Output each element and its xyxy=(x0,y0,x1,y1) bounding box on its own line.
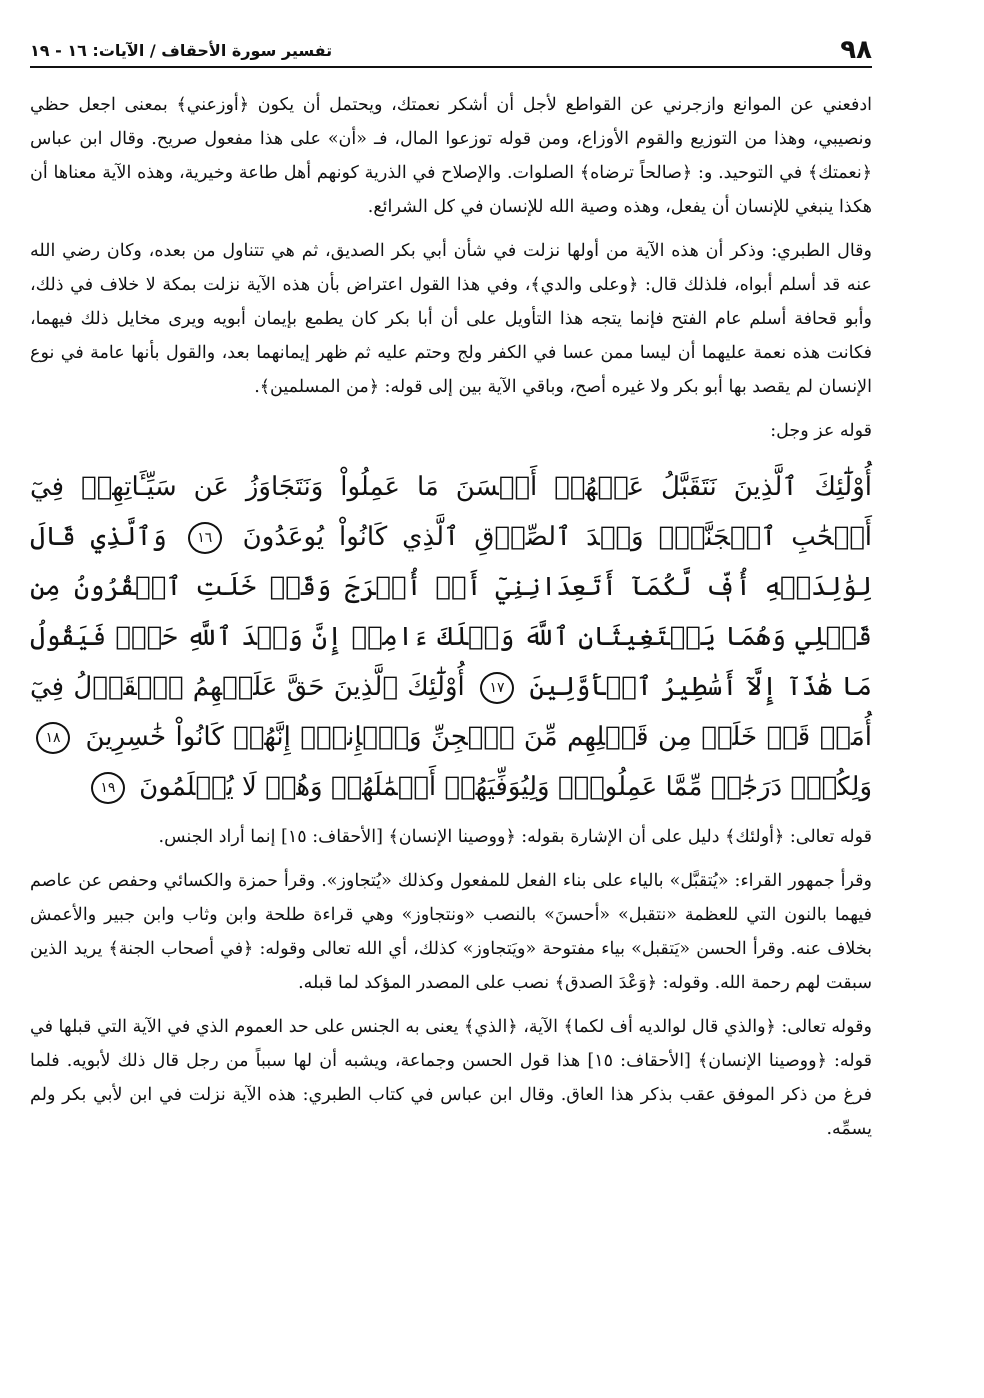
verse-17: وَٱلَّذِي قَالَ لِوَٰلِدَيۡهِ أُفّٖ لَّكُمَآ أَتَعِدَانِنِيٓ أَنۡ أُخۡرَجَ وَقَدۡ خَلَتِ ٱلۡقُرُونُ مِن قَبۡلِي وَهُمَا يَسۡتَغِيثَانِ ٱللَّهَ وَيۡلَكَ ءَامِنۡ إِنَّ وَعۡدَ ٱللَّهِ حَقّٞ فَيَقُولُ مَا هَٰذَآ إِلَّآ أَسَٰطِيرُ ٱلۡأَوَّلِينَ xyxy=(30,522,873,702)
page-header xyxy=(30,30,872,70)
verse-16: أُوْلَٰٓئِكَ ٱلَّذِينَ نَتَقَبَّلُ عَنۡهُمۡ أَحۡسَنَ مَا عَمِلُواْ وَنَتَجَاوَزُ عَن سَيِّـَٔاتِهِمۡ فِيٓ أَصۡحَٰبِ ٱلۡجَنَّةِۖ وَعۡدَ ٱلصِّدۡقِ ٱلَّذِي كَانُواْ يُوعَدُونَ xyxy=(30,472,873,552)
header-rule xyxy=(30,66,872,68)
verse-18: أُوْلَٰٓئِكَ ٱلَّذِينَ حَقَّ عَلَيۡهِمُ ٱلۡقَوۡلُ فِيٓ أُمَمٖ قَدۡ خَلَتۡ مِن قَبۡلِهِم مِّنَ ٱلۡجِنِّ وَٱلۡإِنسِۖ إِنَّهُمۡ كَانُواْ خَٰسِرِينَ xyxy=(30,672,872,752)
book-page xyxy=(30,30,872,1370)
ayah-marker-16: ١٦ xyxy=(188,522,222,554)
page-body xyxy=(30,88,872,1146)
quran-verses xyxy=(30,462,872,812)
ayah-marker-19: ١٩ xyxy=(91,772,125,804)
verse-19: وَلِكُلّٖ دَرَجَٰتٞ مِّمَّا عَمِلُواْۖ وَلِيُوَفِّيَهُمۡ أَعۡمَٰلَهُمۡ وَهُمۡ لَا يُظۡلَمُونَ xyxy=(139,772,872,802)
paragraph-1: ادفعني عن الموانع وازجرني عن القواطع لأجل أن أشكر نعمتك، ويحتمل أن يكون ﴿أوزعني﴾ بمعنى اجعل حظي ونصيبي، وهذا من التوزيع والقوم الأوزاع، ومن قوله توزعوا المال، فـ «أن» على هذا مفعول صريح. وقال ابن عباس ﴿نعمتك﴾ في التوحيد. و: ﴿صالحاً ترضاه﴾ الصلوات. والإصلاح في الذرية كونهم أهل طاعة وخيرية، وهذه الآية معناها أن هكذا ينبغي للإنسان أن يفعل، وهذه وصية الله للإنسان في كل الشرائع. xyxy=(30,95,872,217)
page-number: ٩٨ xyxy=(840,35,872,65)
ayah-marker-18: ١٨ xyxy=(36,722,70,754)
paragraph-2: وقال الطبري: وذكر أن هذه الآية من أولها نزلت في شأن أبي بكر الصديق، ثم هي تتناول من بعده، وكان رضي الله عنه قد أسلم أبواه، فلذلك قال: ﴿وعلى والدي﴾، وفي هذا القول اعتراض بأن هذه الآية نزلت بمكة لا خلاف في ذلك، وأبو قحافة أسلم عام الفتح فإنما يتجه هذا التأويل على أن أبا بكر كان يطمع بإيمان أبويه ويرى مخايل ذلك فيهما، فكانت هذه نعمة عليهما أن ليسا ممن عسا في الكفر ولج وحتم عليه ثم ظهر إيمانهما بعد، والقول بأنها عامة في نوع الإنسان لم يقصد بها أبو بكر ولا غيره أصح، وباقي الآية بين إلى قوله: ﴿من المسلمين﴾. xyxy=(30,241,872,397)
paragraph-4: وقرأ جمهور القراء: «يُتقبَّل» بالياء على بناء الفعل للمفعول وكذلك «يُتجاوز». وقرأ حمزة والكسائي وحفص عن عاصم فيهما بالنون التي للعظمة «نتقبل» «أحسنَ» بالنصب «ونتجاوز» وهي قراءة طلحة وابن وثاب وابن جبير والأعمش بخلاف عنه. وقرأ الحسن «يَتقبل» بياء مفتوحة «ويَتجاوز» كذلك، أي الله تعالى وقوله: ﴿في أصحاب الجنة﴾ يريد الذين سبقت لهم رحمة الله. وقوله: ﴿وَعْدَ الصدق﴾ نصب على المصدر المؤكد لما قبله. xyxy=(30,871,872,993)
paragraph-5: وقوله تعالى: ﴿والذي قال لوالديه أف لكما﴾ الآية، ﴿الذي﴾ يعنى به الجنس على حد العموم الذي في الآية التي قبلها في قوله: ﴿ووصينا الإنسان﴾ [الأحقاف: ١٥] هذا قول الحسن وجماعة، ويشبه أن لها سبباً من رجل قال ذلك لأبويه. فلما فرغ من ذكر الموفق عقب بذكر هذا العاق. وقال ابن عباس في كتاب الطبري: هذه الآية نزلت في ابن لأبي بكر ولم يسمِّه. xyxy=(30,1017,872,1139)
quran-intro: قوله عز وجل: xyxy=(770,421,872,441)
ayah-marker-17: ١٧ xyxy=(480,672,514,704)
running-title: تفسير سورة الأحقاف / الآيات: ١٦ - ١٩ xyxy=(30,40,333,60)
paragraph-3: قوله تعالى: ﴿أولئك﴾ دليل على أن الإشارة بقوله: ﴿ووصينا الإنسان﴾ [الأحقاف: ١٥] إنما أراد الجنس. xyxy=(158,827,872,847)
